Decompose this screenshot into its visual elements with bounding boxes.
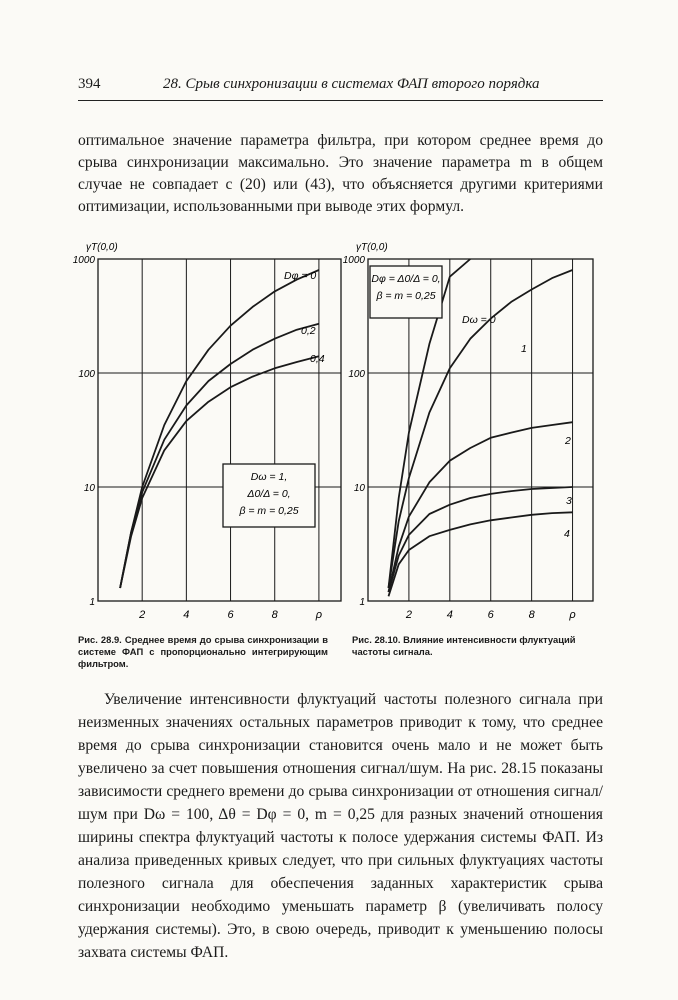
series-label-3: 2 bbox=[565, 435, 571, 447]
legend-line: β = m = 0,25 bbox=[376, 290, 436, 302]
caption-28-9: Рис. 28.9. Среднее время до срыва синхронизации в системе ФАП с пропорционально интегрирующим фильтром. bbox=[78, 634, 328, 669]
series-line-3 bbox=[389, 422, 573, 592]
running-title: 28. Срыв синхронизации в системах ФАП второго порядка bbox=[163, 76, 540, 92]
x-tick-label: 8 bbox=[528, 609, 535, 621]
y-tick-label: 1 bbox=[359, 597, 365, 608]
x-tick-label: ρ bbox=[315, 609, 323, 621]
y-tick-label: 1000 bbox=[72, 255, 95, 266]
paragraph-top: оптимальное значение параметра фильтра, при котором среднее время до срыва синхронизации максимально. Это значение параметра m в общем случае не совпадает с (20) или (43), что объясняется другими критериями оптимизации, использованными при выводе этих формул. bbox=[78, 132, 603, 215]
series-line-4 bbox=[389, 487, 573, 592]
series-line-1 bbox=[120, 270, 319, 588]
series-label-2: 1 bbox=[521, 343, 527, 355]
y-tick-label: 100 bbox=[348, 369, 365, 380]
x-tick-label: 8 bbox=[271, 609, 278, 621]
x-tick-label: 6 bbox=[227, 609, 234, 621]
series-label-1: Dω = 0 bbox=[462, 314, 496, 326]
page-number: 394 bbox=[78, 76, 101, 92]
series-line-5 bbox=[389, 512, 573, 596]
y-tick-label: 100 bbox=[78, 369, 95, 380]
x-tick-label: ρ bbox=[569, 609, 576, 621]
x-tick-label: 6 bbox=[487, 609, 494, 621]
header-rule bbox=[78, 100, 603, 101]
chart-28-9 bbox=[72, 234, 348, 624]
y-tick-label: 10 bbox=[83, 483, 95, 494]
chart-28-10 bbox=[340, 234, 605, 624]
caption-28-10: Рис. 28.10. Влияние интенсивности флуктуаций частоты сигнала. bbox=[352, 634, 576, 657]
series-label-4: 3 bbox=[566, 495, 572, 507]
figure-28-10 bbox=[340, 234, 605, 624]
series-label-5: 4 bbox=[564, 528, 570, 540]
x-tick-label: 2 bbox=[139, 609, 146, 621]
y-tick-label: 10 bbox=[353, 483, 365, 494]
legend-line: Δ0/Δ = 0, bbox=[247, 488, 291, 500]
paragraph-bottom: Увеличение интенсивности флуктуаций частоты полезного сигнала при неизменных значениях остальных параметров приводит к тому, что среднее время до срыва синхронизации становится очень мало и не может быть увеличено за счет повышения отношения сигнал/шум. На рис. 28.15 показаны зависимости среднего времени до срыва синхронизации от отношения сигнал/шум при Dω = 100, Δθ = Dφ = 0, m = 0,25 для разных значений отношения ширины спектра флуктуаций частоты к полосе удержания системы ФАП. Из анализа приведенных кривых следует, что при сильных флуктуациях частоты полезного сигнала для обеспечения заданных характеристик срыва синхронизации необходимо уменьшать параметр β (увеличивать полосу удержания системы). Это, в свою очередь, приводит к уменьшению полосы захвата системы ФАП. bbox=[78, 691, 603, 961]
legend-line: Dω = 1, bbox=[250, 471, 288, 483]
y-tick-label: 1000 bbox=[342, 255, 365, 266]
x-tick-label: 4 bbox=[446, 609, 453, 621]
series-label-1: Dφ = 0 bbox=[284, 270, 317, 282]
x-tick-label: 4 bbox=[183, 609, 190, 621]
x-tick-label: 2 bbox=[405, 609, 412, 621]
legend-line: β = m = 0,25 bbox=[239, 505, 299, 517]
y-axis-label: γT(0,0) bbox=[86, 242, 118, 253]
page-header bbox=[78, 76, 603, 98]
legend-line: Dφ = Δ0/Δ = 0, bbox=[371, 273, 441, 285]
y-tick-label: 1 bbox=[89, 597, 95, 608]
figure-28-9 bbox=[72, 234, 348, 624]
series-label-3: 0,4 bbox=[310, 353, 325, 365]
y-axis-label: γT(0,0) bbox=[356, 242, 388, 253]
plot-frame bbox=[98, 259, 341, 601]
series-label-2: 0,2 bbox=[301, 325, 316, 337]
